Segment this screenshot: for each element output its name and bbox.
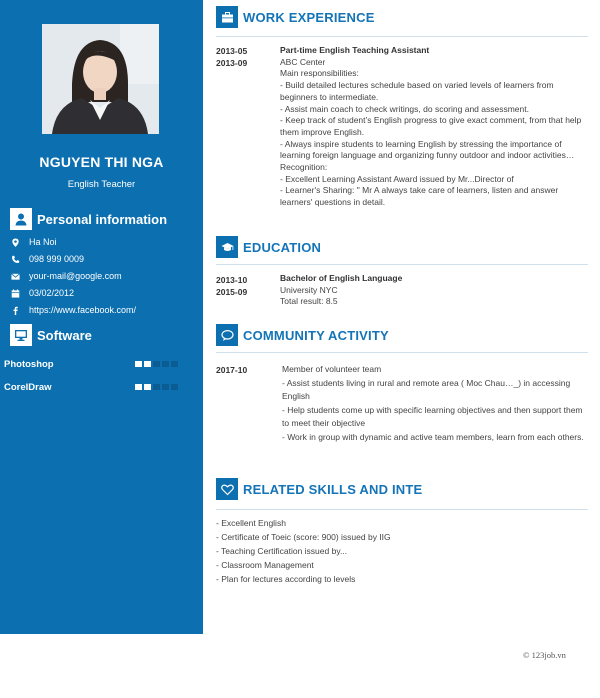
candidate-title: English Teacher: [67, 179, 136, 190]
education-details: [280, 273, 585, 308]
work-date: 2013-05 2013-09: [216, 46, 248, 68]
education-result: Total result: 8.5: [280, 296, 338, 307]
briefcase-icon: [216, 6, 238, 28]
monitor-icon: [10, 324, 32, 346]
level-dot: [135, 361, 142, 367]
calendar-icon: [10, 288, 20, 298]
company-name: ABC Center: [280, 56, 326, 67]
community-date: 2017-10: [216, 365, 248, 375]
work-details: Part-time English Teaching Assistant ABC Center Main responsibilities: - Build detailed lectures schedule based on varied levels of learners from beginners to intermediate. - Assist main coach to check writings, do scoring and assessment. - Keep track of student’s English progress to give exact comment, from that help them improve English. - Always inspire students to learning English by stressing the importance of learning foreign language and organizing funny outdoor and indoor activities… Recognition: - Excellent Learning Assistant Award issued by Mr...Director of - Learner's Sharing: " Mr A always take care of learners, listen and answer learners' questions in detail.: [280, 45, 585, 209]
software-heading: Software: [10, 324, 92, 346]
phone-icon: [10, 254, 20, 264]
list-item: - Teaching Certification issued by...: [216, 545, 348, 556]
list-item: - Plan for lectures according to levels: [216, 573, 356, 584]
skill-level-rating: [135, 384, 178, 390]
info-phone: 098 999 0009: [10, 253, 84, 265]
education-heading: EDUCATION: [216, 236, 321, 258]
education-date: 2013-10 2015-09: [216, 275, 248, 297]
level-dot: [153, 361, 160, 367]
skill-level-rating: [135, 361, 178, 367]
user-icon: [10, 208, 32, 230]
speech-bubble-icon: [216, 324, 238, 346]
info-email[interactable]: your-mail@google.com: [10, 270, 122, 282]
level-dot: [162, 361, 169, 367]
job-position: Part-time English Teaching Assistant: [280, 45, 430, 55]
envelope-icon: [10, 271, 20, 281]
list-item: - Classroom Management: [216, 559, 314, 570]
level-dot: [171, 361, 178, 367]
community-activity-heading: COMMUNITY ACTIVITY: [216, 324, 389, 346]
related-skills-heading: RELATED SKILLS AND INTE: [216, 478, 422, 500]
info-address: Ha Noi: [10, 236, 57, 248]
list-item: - Certificate of Toeic (score: 900) issued by IIG: [216, 531, 391, 542]
level-dot: [144, 384, 151, 390]
school-name: University NYC: [280, 284, 338, 295]
list-item: - Excellent English: [216, 518, 286, 528]
community-details: Member of volunteer team - Assist students living in rural and remote area ( Moc Chau…_) in accessing English - Help students come up with specific learning objectives and then support them to meet their objective - Work in group with dynamic and active team members, learn from each others.: [282, 364, 584, 442]
section-divider: [216, 509, 588, 510]
sidebar: [0, 0, 203, 634]
graduation-cap-icon: [216, 236, 238, 258]
level-dot: [135, 384, 142, 390]
facebook-icon: [10, 305, 20, 315]
skills-list: [216, 517, 586, 587]
personal-info-heading: Personal information: [10, 208, 167, 230]
degree-name: Bachelor of English Language: [280, 273, 403, 283]
level-dot: [144, 361, 151, 367]
info-birthdate: 03/02/2012: [10, 287, 74, 299]
info-facebook[interactable]: https://www.facebook.com/: [10, 304, 136, 316]
profile-photo: [42, 24, 159, 134]
section-divider: [216, 264, 588, 265]
footer-credit: © 123job.vn: [523, 650, 566, 660]
level-dot: [162, 384, 169, 390]
work-experience-heading: WORK EXPERIENCE: [216, 6, 375, 28]
section-divider: [216, 36, 588, 37]
map-marker-icon: [10, 237, 20, 247]
software-item-photoshop: Photoshop: [4, 358, 194, 370]
software-item-coreldraw: CorelDraw: [4, 381, 194, 393]
level-dot: [153, 384, 160, 390]
level-dot: [171, 384, 178, 390]
heart-icon: [216, 478, 238, 500]
section-divider: [216, 352, 588, 353]
candidate-name: NGUYEN THI NGA: [39, 154, 164, 170]
